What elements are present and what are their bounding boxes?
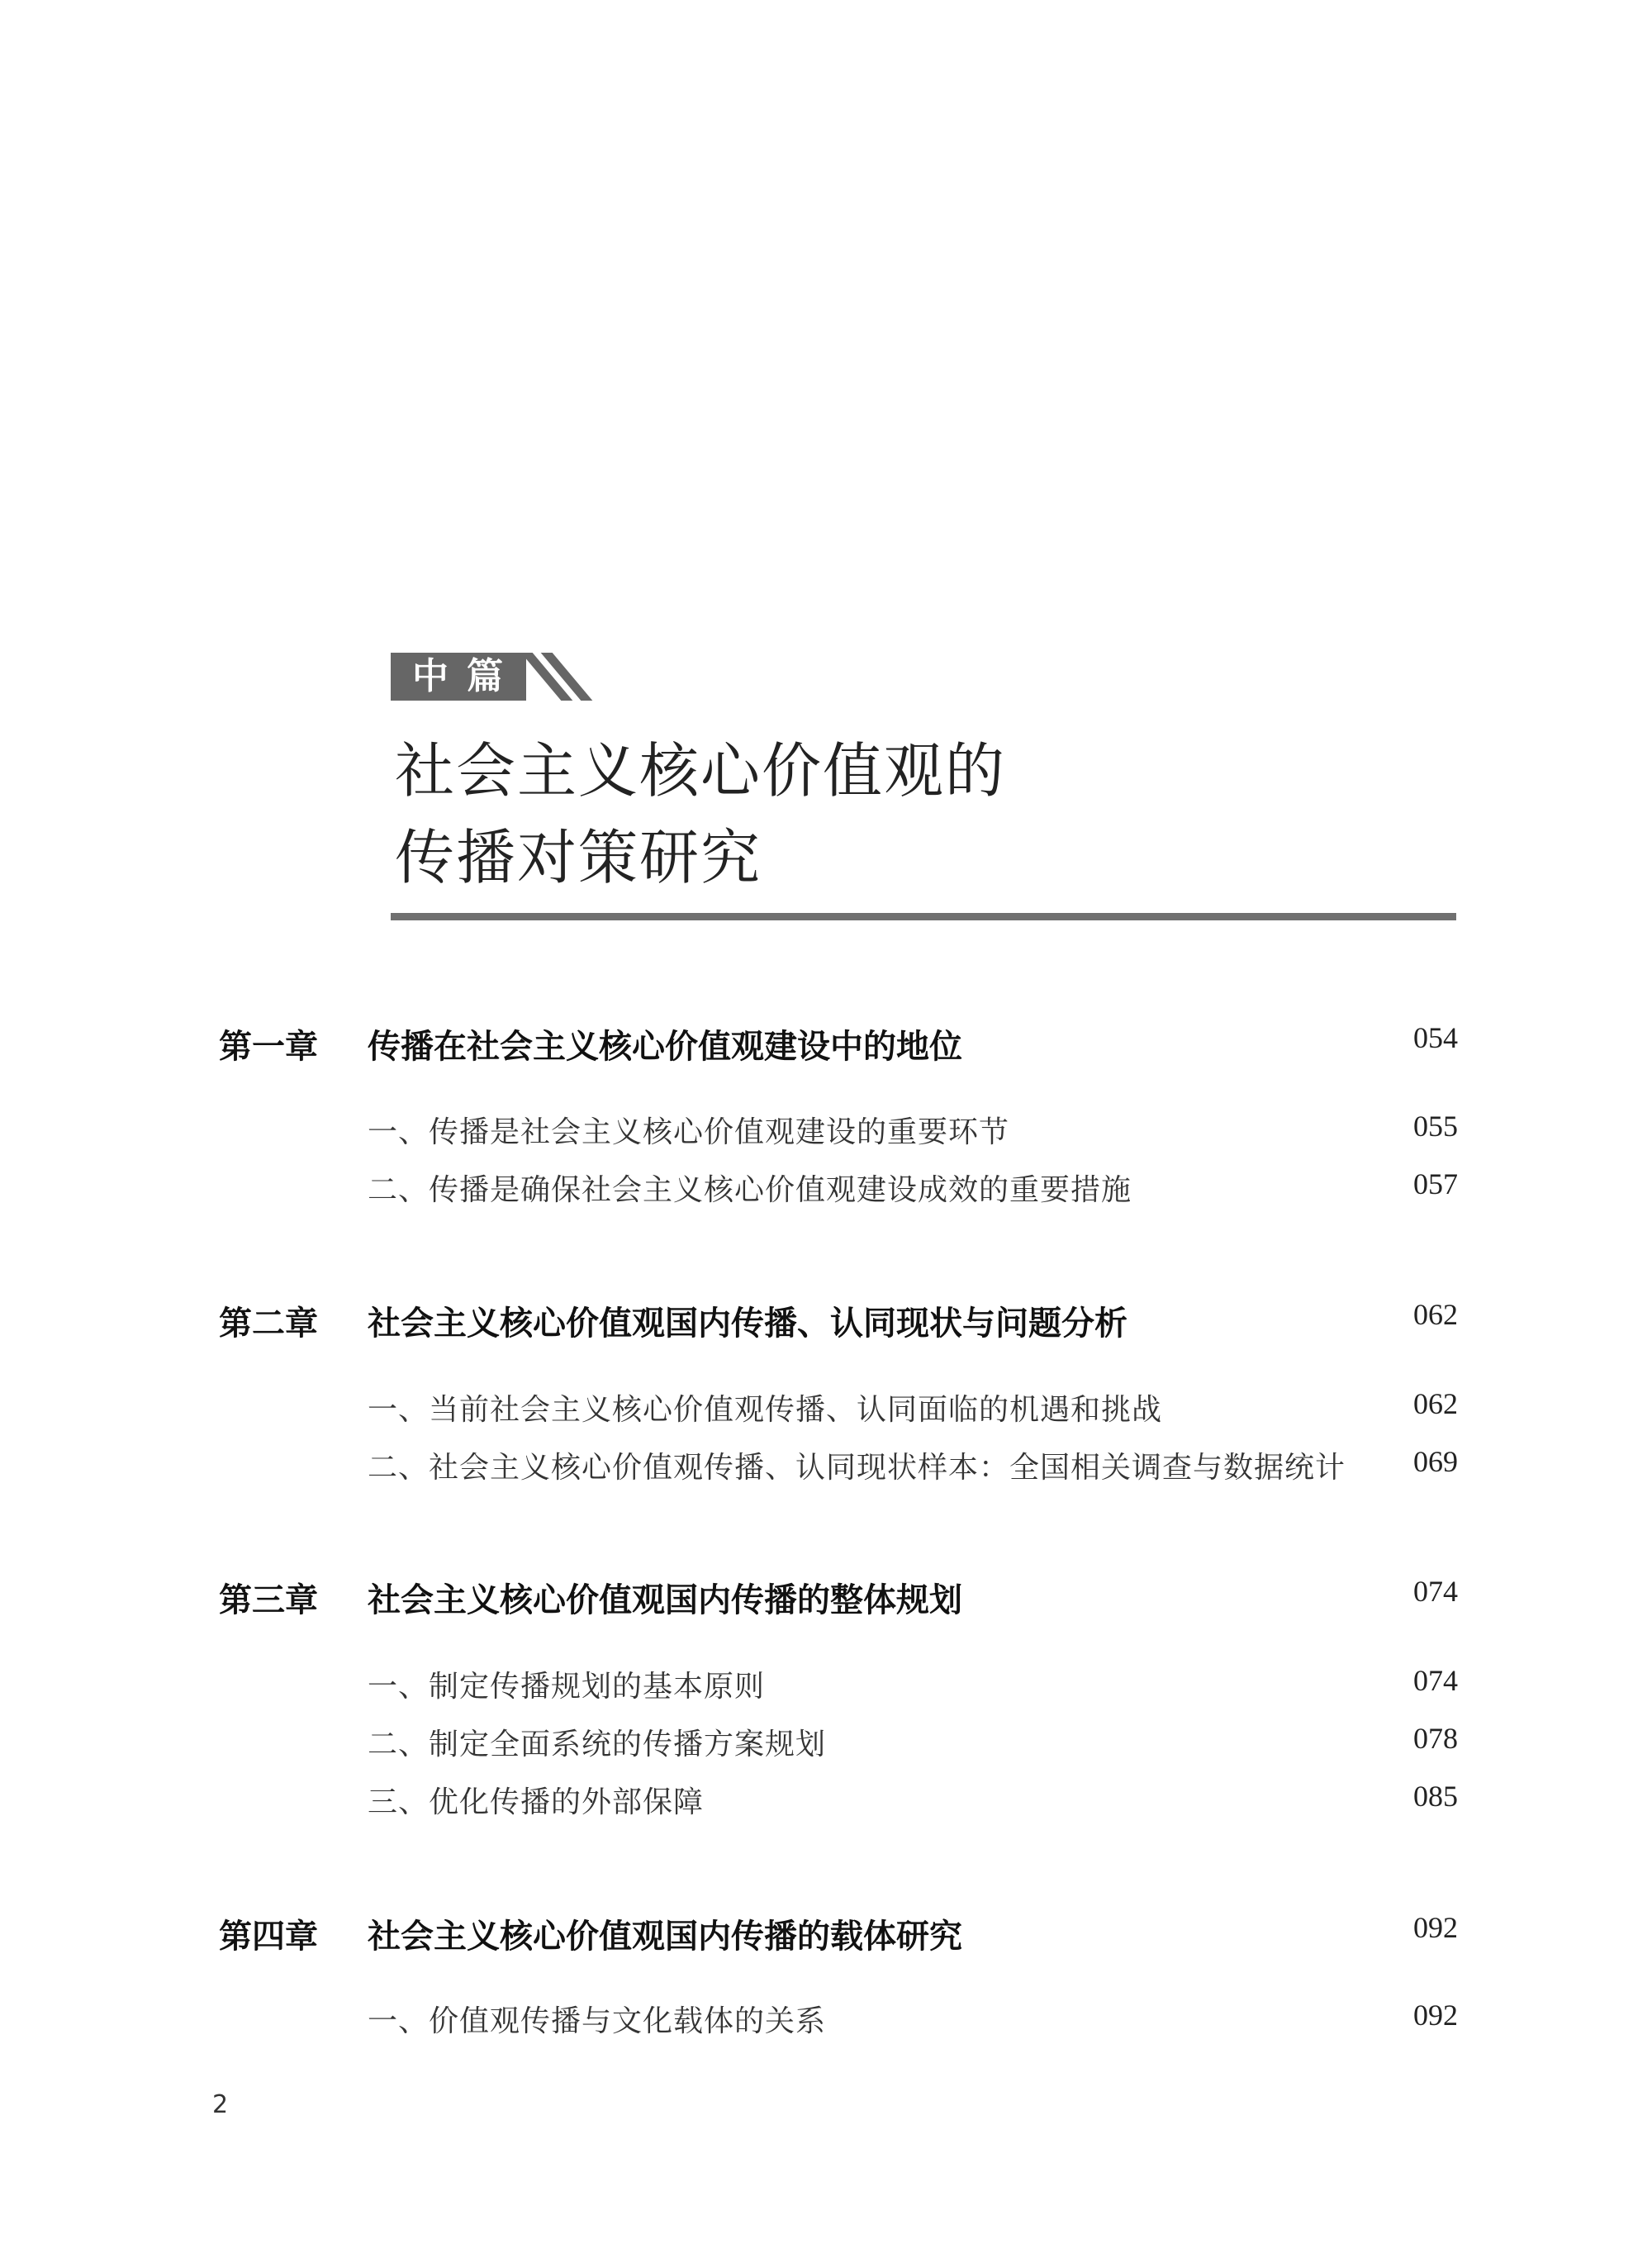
- section-title: 二、传播是确保社会主义核心价值观建设成效的重要措施: [368, 1173, 1132, 1207]
- chapter-title: 社会主义核心价值观国内传播的整体规划: [368, 1581, 962, 1619]
- section-page: 074: [1413, 1664, 1458, 1697]
- page-number: 2: [212, 2090, 229, 2119]
- chapter-page: 054: [1413, 1021, 1458, 1054]
- section-title: 三、优化传播的外部保障: [368, 1785, 705, 1819]
- chapter-title: 传播在社会主义核心价值观建设中的地位: [368, 1028, 962, 1066]
- chapter-title: 社会主义核心价值观国内传播、认同现状与问题分析: [368, 1305, 1127, 1343]
- section-page: 069: [1413, 1445, 1458, 1478]
- section-page: 062: [1413, 1387, 1458, 1420]
- section-page: 078: [1413, 1722, 1458, 1755]
- section-page: 057: [1413, 1167, 1458, 1200]
- chapter-page: 074: [1413, 1575, 1458, 1608]
- chapter-page: 092: [1413, 1911, 1458, 1944]
- section-page: 092: [1413, 1999, 1458, 2032]
- chapter-number: 第四章: [219, 1918, 318, 1956]
- part-title-line-2: 传播对策研究: [395, 823, 762, 892]
- chapter-number: 第一章: [219, 1028, 318, 1066]
- section-title: 一、制定传播规划的基本原则: [368, 1670, 766, 1704]
- section-title: 一、价值观传播与文化载体的关系: [368, 2004, 827, 2038]
- chapter-page: 062: [1413, 1298, 1458, 1331]
- chapter-number: 第二章: [219, 1305, 318, 1343]
- chapter-number: 第三章: [219, 1581, 318, 1619]
- chapter-title: 社会主义核心价值观国内传播的载体研究: [368, 1918, 962, 1956]
- part-label: [391, 653, 572, 701]
- section-page: 085: [1413, 1780, 1458, 1813]
- section-title: 一、当前社会主义核心价值观传播、认同面临的机遇和挑战: [368, 1393, 1163, 1427]
- section-title: 二、社会主义核心价值观传播、认同现状样本：全国相关调查与数据统计: [368, 1451, 1346, 1485]
- part-title-line-1: 社会主义核心价值观的: [395, 736, 1007, 806]
- section-title: 一、传播是社会主义核心价值观建设的重要环节: [368, 1115, 1010, 1149]
- section-title: 二、制定全面系统的传播方案规划: [368, 1728, 827, 1761]
- part-label-text: 中篇: [391, 653, 526, 701]
- section-page: 055: [1413, 1110, 1458, 1143]
- title-divider: [391, 913, 1456, 920]
